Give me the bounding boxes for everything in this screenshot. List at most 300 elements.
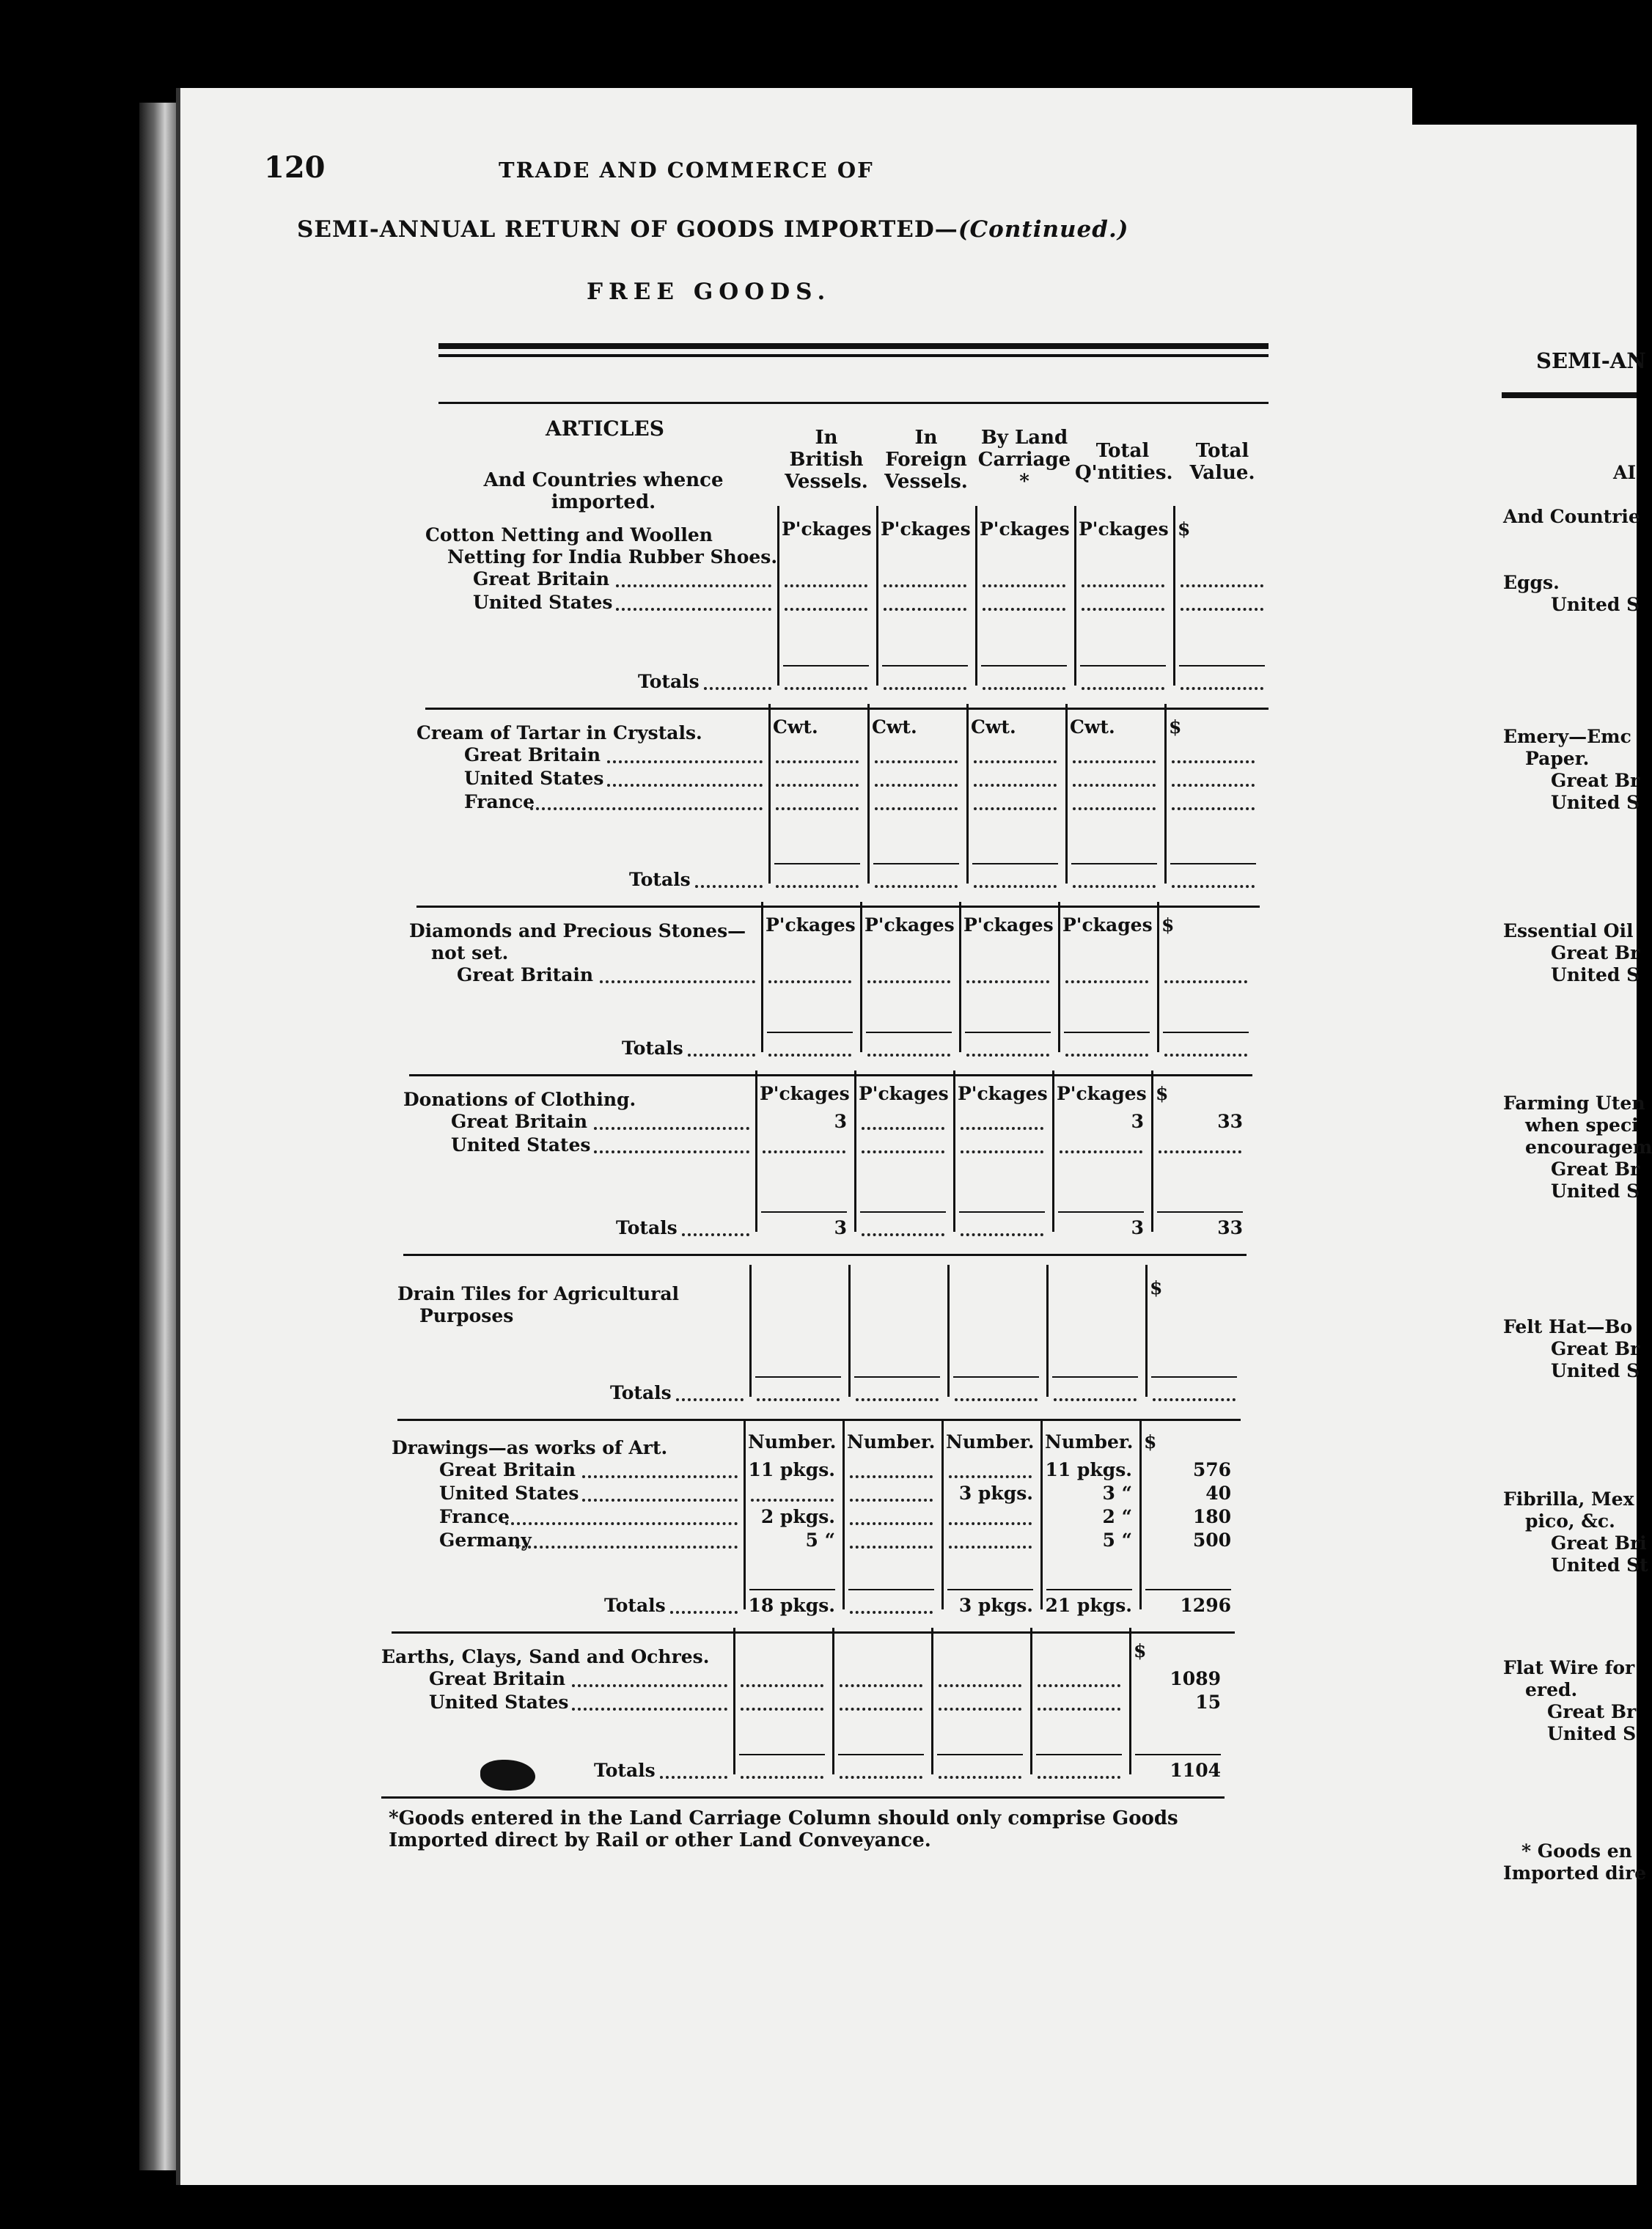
leader-dots [594,1127,749,1130]
unit-label: P'ckages [782,518,872,540]
leader-dots [660,1776,727,1779]
cell-value: 40 [1205,1483,1231,1504]
totals-rule [1071,863,1157,864]
column-rule [876,506,878,686]
column-rule [832,1628,834,1774]
empty-cell-dots [741,1708,823,1711]
leader-dots [607,760,763,763]
totals-rule [873,863,959,864]
article-title-cont: not set. [431,942,509,963]
unit-label: Cwt. [971,716,1016,738]
cell-value: 33 [1217,1111,1243,1132]
block-rule [381,1796,1225,1799]
leader-dots [682,1233,749,1236]
ink-blot [480,1760,535,1791]
right-page-line: Great Bri [1551,1532,1647,1554]
empty-cell-dots [776,784,859,787]
cell-value: 21 pkgs. [1045,1595,1132,1616]
empty-cell-dots [1172,784,1255,787]
right-page-line: Paper. [1525,748,1590,769]
empty-cell-dots [1172,885,1255,888]
empty-cell-dots [850,1475,933,1478]
unit-label: P'ckages [859,1083,949,1104]
totals-label: Totals [622,1038,683,1059]
totals-rule [882,665,968,667]
country-label: Great Britain [451,1111,588,1132]
unit-label: $ [1144,1431,1157,1453]
totals-rule [937,1754,1023,1755]
empty-cell-dots [983,584,1065,587]
cell-value: 3 pkgs. [958,1595,1033,1616]
leader-dots [616,584,771,587]
empty-cell-dots [949,1522,1032,1525]
column-rule [959,902,961,1052]
totals-rule [866,1032,952,1033]
right-page-line: United S [1551,1180,1640,1202]
country-label: United States [429,1692,569,1713]
book-binding [139,103,176,2170]
right-rule [1502,392,1637,398]
empty-cell-dots [1164,980,1247,983]
totals-rule [981,665,1067,667]
leader-dots [704,687,771,690]
column-rule [1164,704,1167,884]
right-page-line: United S [1551,594,1640,615]
leader-dots [530,807,763,810]
right-page-line: encouragem [1525,1136,1652,1158]
country-label: Germany [439,1530,532,1551]
country-label: Great Britain [439,1459,576,1480]
leader-dots [676,1398,744,1401]
empty-cell-dots [1164,1054,1247,1057]
empty-cell-dots [1172,760,1255,763]
column-rule [744,1419,746,1609]
unit-label: Number. [946,1431,1035,1453]
column-rule [768,704,771,884]
empty-cell-dots [840,1776,922,1779]
empty-cell-dots [867,1054,950,1057]
empty-cell-dots [763,1150,845,1153]
cell-value: 18 pkgs. [748,1595,835,1616]
column-rule [1046,1265,1049,1397]
empty-cell-dots [939,1708,1021,1711]
right-page-line: ered. [1525,1679,1578,1700]
empty-cell-dots [741,1684,823,1687]
leader-dots [572,1684,727,1687]
column-rule [1065,704,1068,884]
unit-label: P'ckages [958,1083,1048,1104]
header-total-quantities: Total Q'ntities. [1075,440,1173,484]
cell-value: 33 [1217,1217,1243,1238]
empty-cell-dots [1153,1398,1236,1401]
totals-rule [774,863,860,864]
title-rule [438,343,1269,349]
right-page-line: United S [1551,792,1640,813]
empty-cell-dots [862,1150,944,1153]
cell-value: 3 [1131,1217,1144,1238]
header-british: In British Vessels. [785,427,868,493]
totals-label: Totals [616,1217,678,1238]
cell-value: 3 [834,1111,847,1132]
right-page-line: Fibrilla, Mex [1503,1488,1634,1510]
unit-label: Number. [748,1431,837,1453]
cell-value: 5 “ [1102,1530,1132,1551]
country-label: France [464,791,535,812]
leader-dots [695,885,763,888]
empty-cell-dots [850,1522,933,1525]
cell-value: 3 pkgs. [958,1483,1033,1504]
right-subtitle: SEMI-AN [1536,348,1646,373]
empty-cell-dots [1082,608,1164,611]
empty-cell-dots [875,885,958,888]
empty-cell-dots [1172,807,1255,810]
totals-rule [1145,1589,1231,1590]
totals-rule [1064,1032,1150,1033]
unit-label: $ [1156,1083,1169,1104]
column-rule [931,1628,933,1774]
totals-rule [749,1589,835,1590]
column-rule [842,1419,845,1609]
totals-label: Totals [629,869,691,890]
unit-label: P'ckages [1062,914,1153,936]
empty-cell-dots [939,1684,1021,1687]
empty-cell-dots [1054,1398,1137,1401]
column-rule [941,1419,944,1609]
totals-rule [1046,1589,1132,1590]
article-title: Earths, Clays, Sand and Ochres. [381,1646,710,1667]
unit-label: $ [1150,1277,1163,1299]
empty-cell-dots [983,608,1065,611]
empty-cell-dots [1159,1150,1241,1153]
unit-label: P'ckages [1057,1083,1147,1104]
right-page-line: Emery—Emc [1503,726,1631,747]
country-label: United States [464,768,604,789]
leader-dots [594,1150,749,1153]
empty-cell-dots [856,1398,939,1401]
column-rule [1058,902,1060,1052]
unit-label: P'ckages [1079,518,1169,540]
article-title: Cream of Tartar in Crystals. [416,722,702,743]
unit-label: Cwt. [1070,716,1115,738]
leader-dots [607,784,763,787]
country-label: Great Britain [473,568,610,590]
header-land: By Land Carriage * [977,427,1071,493]
totals-rule [972,863,1058,864]
section-heading: FREE GOODS. [587,279,831,305]
unit-label: Cwt. [872,716,917,738]
column-rule [1030,1628,1032,1774]
empty-cell-dots [875,760,958,763]
leader-dots [505,1522,738,1525]
column-rule [1139,1419,1142,1609]
unit-label: $ [1134,1640,1147,1661]
column-rule [1074,506,1076,686]
empty-cell-dots [983,687,1065,690]
empty-cell-dots [1038,1776,1120,1779]
cell-value: 576 [1192,1459,1231,1480]
totals-rule [1163,1032,1249,1033]
empty-cell-dots [974,784,1057,787]
empty-cell-dots [785,584,867,587]
cell-value: 1089 [1170,1668,1221,1689]
right-header-a: AI [1613,462,1637,483]
column-rule [867,704,870,884]
empty-cell-dots [768,980,851,983]
empty-cell-dots [776,885,859,888]
column-rule [1157,902,1159,1052]
empty-cell-dots [1073,807,1156,810]
empty-cell-dots [961,1127,1043,1130]
cell-value: 11 pkgs. [1045,1459,1132,1480]
right-page-line: Farming Uten [1503,1093,1645,1114]
empty-cell-dots [751,1499,834,1502]
cell-value: 3 “ [1102,1483,1132,1504]
empty-cell-dots [757,1398,840,1401]
column-rule [1151,1071,1153,1232]
totals-rule [959,1211,1045,1213]
totals-label: Totals [594,1760,656,1781]
column-rule [755,1071,757,1232]
block-rule [416,906,1260,908]
totals-rule [953,1376,1039,1378]
empty-cell-dots [1065,980,1148,983]
right-page-line: Imported dire [1503,1862,1647,1884]
column-rule [1052,1071,1054,1232]
totals-rule [854,1376,940,1378]
right-header-b: And Countrie [1503,506,1640,527]
right-page-line: United S [1551,964,1640,985]
leader-dots [600,980,755,983]
cell-value: 500 [1192,1530,1231,1551]
empty-cell-dots [1038,1708,1120,1711]
column-rule [953,1071,955,1232]
empty-cell-dots [974,885,1057,888]
empty-cell-dots [955,1398,1038,1401]
totals-rule [860,1211,946,1213]
empty-cell-dots [966,1054,1049,1057]
totals-rule [1157,1211,1243,1213]
column-rule [947,1265,950,1397]
column-rule [1040,1419,1043,1609]
country-label: United States [473,592,613,613]
totals-rule [767,1032,853,1033]
right-page-line: Great Br [1551,1158,1640,1180]
totals-label: Totals [610,1382,672,1403]
column-rule [854,1071,856,1232]
article-title: Donations of Clothing. [403,1089,636,1110]
totals-rule [1179,665,1265,667]
empty-cell-dots [1181,687,1263,690]
empty-cell-dots [875,784,958,787]
article-title: Drain Tiles for Agricultural [397,1283,680,1304]
totals-rule [739,1754,825,1755]
empty-cell-dots [840,1708,922,1711]
empty-cell-dots [961,1150,1043,1153]
cell-value: 1104 [1170,1760,1221,1781]
empty-cell-dots [785,608,867,611]
cell-value: 180 [1192,1506,1231,1527]
empty-cell-dots [840,1684,922,1687]
totals-rule [947,1589,1033,1590]
page-number: 120 [264,150,326,185]
column-rule [975,506,977,686]
unit-label: $ [1169,716,1182,738]
column-rule [761,902,763,1052]
empty-cell-dots [1065,1054,1148,1057]
leader-dots [616,608,771,611]
cell-value: 2 “ [1102,1506,1132,1527]
column-rule [1145,1265,1148,1397]
article-title: Drawings—as works of Art. [392,1437,668,1458]
totals-rule [1052,1376,1138,1378]
country-label: United States [451,1134,591,1156]
country-label: Great Britain [429,1668,566,1689]
leader-dots [582,1499,738,1502]
totals-rule [838,1754,924,1755]
totals-rule [1058,1211,1144,1213]
article-title-cont: Netting for India Rubber Shoes. [447,546,778,568]
empty-cell-dots [1073,784,1156,787]
block-rule [392,1631,1235,1634]
header-foreign: In Foreign Vessels. [884,427,968,493]
empty-cell-dots [776,807,859,810]
leader-dots [670,1611,738,1614]
empty-cell-dots [1082,584,1164,587]
header-articles-sub: And Countries whence imported. [483,469,724,513]
unit-label: Number. [1045,1431,1134,1453]
column-rule [749,1265,752,1397]
totals-rule [1151,1376,1237,1378]
right-page-line: * Goods en [1521,1840,1632,1862]
totals-label: Totals [604,1595,666,1616]
header-articles: ARTICLES [546,416,664,441]
totals-rule [1080,665,1166,667]
empty-cell-dots [949,1546,1032,1549]
empty-cell-dots [785,687,867,690]
right-page-line: Eggs. [1503,572,1560,593]
column-rule [1129,1628,1131,1774]
column-rule [777,506,779,686]
empty-cell-dots [1181,584,1263,587]
column-rule [860,902,862,1052]
totals-rule [761,1211,847,1213]
block-rule [403,1254,1247,1256]
cell-value: 3 [834,1217,847,1238]
empty-cell-dots [884,584,966,587]
cell-value: 11 pkgs. [748,1459,835,1480]
cell-value: 3 [1131,1111,1144,1132]
right-page-line: Great Br [1551,942,1640,963]
right-page-line: United S [1547,1723,1637,1744]
empty-cell-dots [884,687,966,690]
empty-cell-dots [850,1611,933,1614]
country-label: France [439,1506,510,1527]
empty-cell-dots [884,608,966,611]
header-top-rule [438,402,1269,404]
empty-cell-dots [1073,885,1156,888]
leader-dots [688,1054,755,1057]
empty-cell-dots [974,807,1057,810]
article-title: Diamonds and Precious Stones— [409,920,746,941]
unit-label: P'ckages [881,518,971,540]
totals-rule [783,665,869,667]
empty-cell-dots [961,1233,1043,1236]
unit-label: $ [1161,914,1175,936]
right-page-line: Great Br [1551,1338,1640,1359]
unit-label: P'ckages [864,914,955,936]
cell-value: 2 pkgs. [760,1506,835,1527]
empty-cell-dots [862,1233,944,1236]
unit-label: $ [1178,518,1191,540]
totals-rule [1170,863,1256,864]
empty-cell-dots [862,1127,944,1130]
right-page-line: Felt Hat—Bo [1503,1316,1633,1337]
empty-cell-dots [966,980,1049,983]
block-rule [425,708,1269,710]
right-page-line: Essential Oil [1503,920,1634,941]
empty-cell-dots [939,1776,1021,1779]
leader-dots [516,1546,738,1549]
title-rule-thin [438,354,1269,357]
unit-label: P'ckages [963,914,1054,936]
country-label: Great Britain [464,744,601,765]
empty-cell-dots [1082,687,1164,690]
empty-cell-dots [1038,1684,1120,1687]
totals-rule [1036,1754,1122,1755]
cell-value: 5 “ [805,1530,835,1551]
totals-rule [848,1589,934,1590]
right-page-line: Great Br [1551,770,1640,791]
totals-rule [1135,1754,1221,1755]
empty-cell-dots [768,1054,851,1057]
totals-label: Totals [638,671,700,692]
table-title: SEMI-ANNUAL RETURN OF GOODS IMPORTED—(Continued.) [297,216,1129,243]
right-page-line: Flat Wire for [1503,1657,1635,1678]
cell-value: 15 [1195,1692,1221,1713]
right-page-line: United St [1551,1554,1648,1576]
unit-label: P'ckages [760,1083,850,1104]
running-head: TRADE AND COMMERCE OF [499,158,874,183]
empty-cell-dots [1073,760,1156,763]
totals-rule [755,1376,841,1378]
right-page-line: United S [1551,1360,1640,1381]
empty-cell-dots [1181,608,1263,611]
header-total-value: Total Value. [1189,440,1255,484]
leader-dots [582,1475,738,1478]
right-page-line: Great Br [1547,1701,1637,1722]
unit-label: P'ckages [980,518,1070,540]
footnote: *Goods entered in the Land Carriage Column should only comprise Goods Imported direct by Rail or other Land Conveyance. [389,1807,1178,1851]
empty-cell-dots [974,760,1057,763]
country-label: United States [439,1483,579,1504]
empty-cell-dots [949,1475,1032,1478]
totals-rule [965,1032,1051,1033]
empty-cell-dots [850,1546,933,1549]
leader-dots [572,1708,727,1711]
block-rule [409,1074,1252,1076]
article-title-cont: Purposes [419,1305,514,1326]
block-rule [397,1419,1241,1421]
article-title: Cotton Netting and Woollen [425,524,713,546]
country-label: Great Britain [457,964,594,985]
empty-cell-dots [875,807,958,810]
unit-label: Cwt. [773,716,818,738]
unit-label: Number. [847,1431,936,1453]
empty-cell-dots [741,1776,823,1779]
column-rule [848,1265,851,1397]
right-page-line: when speci [1525,1114,1639,1136]
column-rule [733,1628,735,1774]
